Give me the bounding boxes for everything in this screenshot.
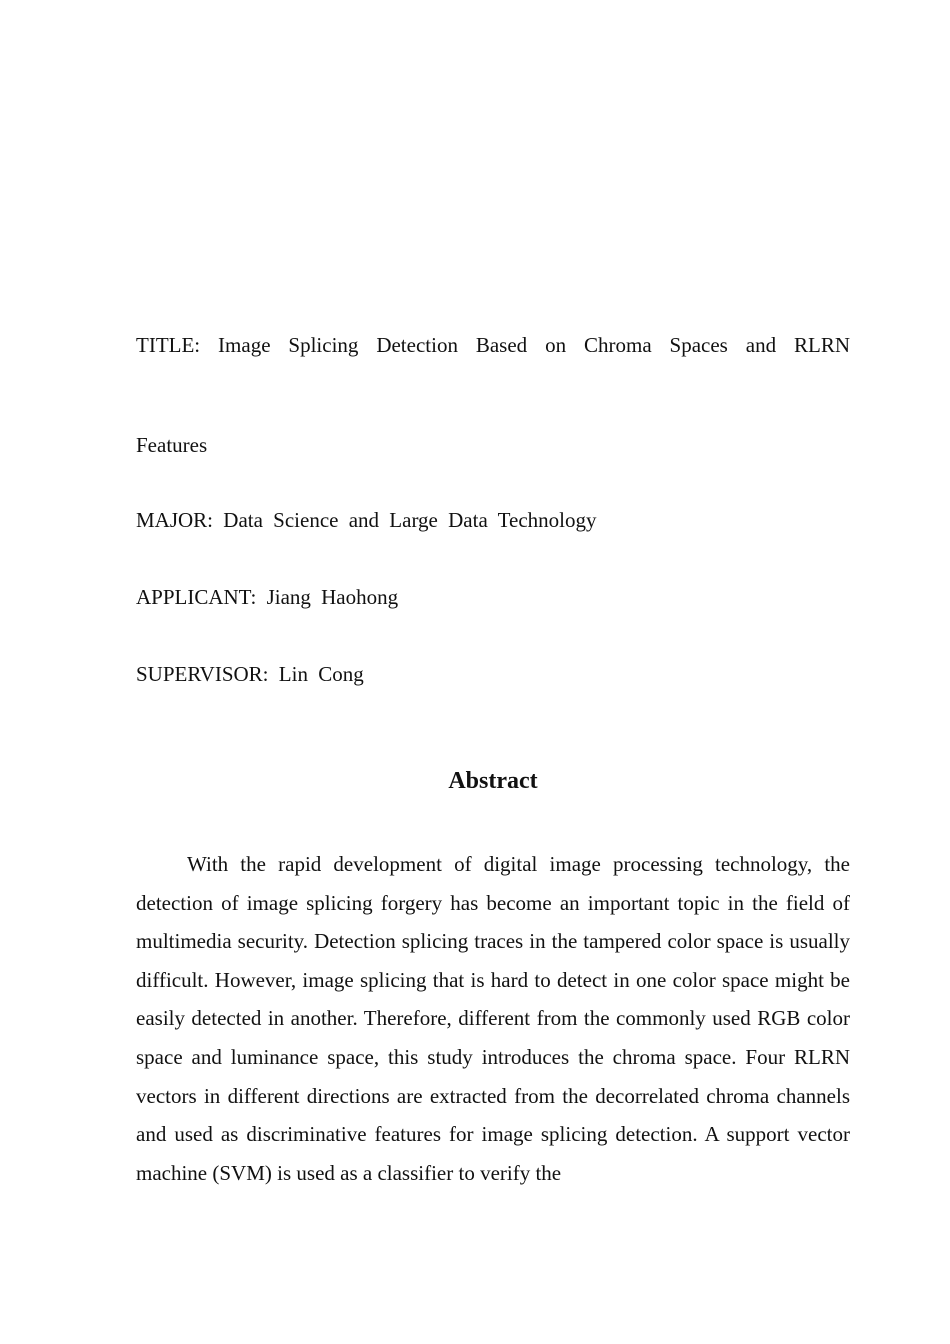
title-text-line-1: Image Splicing Detection Based on Chroma Spaces and RLRN <box>218 333 850 357</box>
major-line <box>136 508 596 532</box>
title-line-2 <box>136 433 207 457</box>
supervisor-label: SUPERVISOR: <box>136 662 269 686</box>
applicant-line <box>136 585 398 609</box>
title-line-1 <box>136 333 850 357</box>
title-text-line-2: Features <box>136 433 208 457</box>
supervisor-line <box>136 662 364 686</box>
supervisor-value: Lin Cong <box>278 662 364 686</box>
major-label: MAJOR: <box>136 508 214 532</box>
applicant-value: Jiang Haohong <box>266 585 399 609</box>
title-label: TITLE: <box>136 333 201 357</box>
abstract-heading: Abstract <box>448 768 538 794</box>
abstract-body: With the rapid development of digital image processing technology, the detection of image splicing forgery has become an important topic in the field of multimedia security. Detection splicing traces in the tampered color space is usually difficult. However, image splicing that is hard to detect in one color space might be easily detected in another. Therefore, different from the commonly used RGB color space and luminance space, this study introduces the chroma space. Four RLRN vectors in different directions are extracted from the decorrelated chroma channels and used as discriminative features for image splicing detection. A support vector machine (SVM) is used as a classifier to verify the <box>136 852 850 1185</box>
applicant-label: APPLICANT: <box>136 585 257 609</box>
major-value: Data Science and Large Data Technology <box>223 508 597 532</box>
